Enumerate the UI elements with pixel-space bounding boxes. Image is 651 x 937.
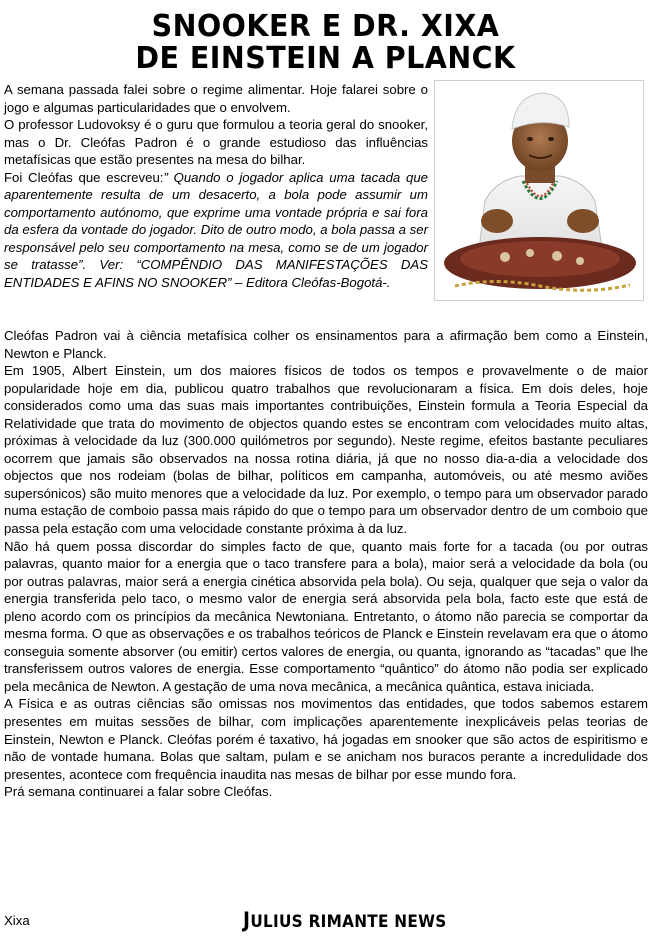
article-body: [4, 327, 648, 801]
paragraph-4: Cleófas Padron vai à ciência metafísica colher os ensinamentos para a afirmação bem como a Einstein, Newton e Planck.: [4, 328, 648, 361]
article-photo: [434, 80, 644, 301]
paragraph-5: Em 1905, Albert Einstein, um dos maiores físicos de todos os tempos e provavelmente o de maior popularidade hoje em dia, publicou quatro trabalhos que revolucionaram a física. Em dois deles, hoje considerados como uma das suas mais importantes contribuições, Einstein formula a Teoria Especial da Relatividade que trata do movimento de objectos quando estes se encontram com velocidades muito altas, próximas à velocidade da luz (300.000 quilómetros por segundo). Neste regime, efeitos bastante peculiares ocorrem que jamais são observados na nossa rotina diária, já que no nosso dia-a-dia a velocidade dos objectos que nos rodeiam (bolas de bilhar, políticos em campanha, automóveis, ou até mesmo aviões supersónicos) são muito menores que a velocidade da luz. Por exemplo, o tempo para um observador parado numa estação de comboio passa mais rápido do que o tempo para um observador dentro de um comboio que passa pela estação com uma velocidade constante próxima à da luz.: [4, 363, 648, 537]
brand-initial: J: [243, 908, 251, 932]
paragraph-7: A Física e as outras ciências são omissas nos movimentos das entidades, que todos sabemos estarem presentes em muitas sessões de bilhar, com implicações aparentemente inexplicáveis pelas teorias de Einstein, Newton e Planck. Cleófas porém é taxativo, há jogadas em snooker que são actos de espiritismo e não de vontade humana. Bolas que saltam, pulam e se anicham nos buracos perante a incredulidade dos presentes, acontece com frequência inaudita nas mesas de bilhar por esse mundo fora.: [4, 696, 648, 782]
brand-rest: ULIUS RIMANTE NEWS: [250, 912, 447, 932]
paragraph-1: A semana passada falei sobre o regime alimentar. Hoje falarei sobre o jogo e algumas particularidades que o envolvem.: [4, 82, 428, 115]
headline-line-2: DE EINSTEIN A PLANCK: [135, 41, 516, 76]
paragraph-3: [4, 169, 428, 292]
article-intro: [4, 81, 428, 292]
paragraph-6: Não há quem possa discordar do simples facto de que, quanto mais forte for a tacada (ou por outras palavras, quanto maior for a energia que o taco transfere para a bola), maior será a velocidade da bola (ou por outras palavras, maior será a energia cinética absorvida pela bola). Ou seja, qualquer que seja o valor da energia transferida pelo taco, o mesmo valor de energia será absorvida pela bola, facto este que está de pleno acordo com os princípios da mecânica Newtoniana. Entretanto, o átomo não parecia se comportar da mesma forma. O que as observações e os trabalhos teóricos de Planck e Einstein revelavam era que o átomo conseguia somente absorver (ou emitir) certos valores de energia, ou quanta, ignorando as “tacadas” que lhe transferissem outros valores de energia. Esse comportamento “quântico” do átomo não podia ser explicado pela mecânica de Newton. A gestação de uma nova mecânica, a mecânica quântica, estava iniciada.: [4, 538, 648, 694]
paragraph-2: O professor Ludovoksy é o guru que formulou a teoria geral do snooker, mas o Dr. Cleófas Padron é o grande estudioso das influências metafísicas que estão presentes na mesa do bilhar.: [4, 117, 428, 168]
paragraph-8: Prá semana continuarei a falar sobre Cleófas.: [4, 784, 273, 800]
quote-text: ” Quando o jogador aplica uma tacada que aparentemente resulta de um desacerto, a bola pode assumir um comportamento autónomo, que exprime uma vontade própria e sai fora da esfera da vontade do jogador. Dito de outro modo, a bola passa a ser responsável pelo seu comportamento na mesa, como se de um jogador se tratasse”. Ver: “COMPÊNDIO DAS MANIFESTAÇÕES DAS ENTIDADES E AFINS NO SNOOKER” – Editora Cleófas-Bogotá-.: [4, 169, 428, 291]
quote-lead: Foi Cleófas que escreveu:: [4, 169, 164, 185]
publication-brand: [243, 908, 447, 932]
photo-of-man-in-white-cap-icon: [435, 81, 644, 301]
headline-line-1: SNOOKER E DR. XIXA: [151, 9, 500, 44]
author-signature: Xixa: [4, 913, 30, 928]
